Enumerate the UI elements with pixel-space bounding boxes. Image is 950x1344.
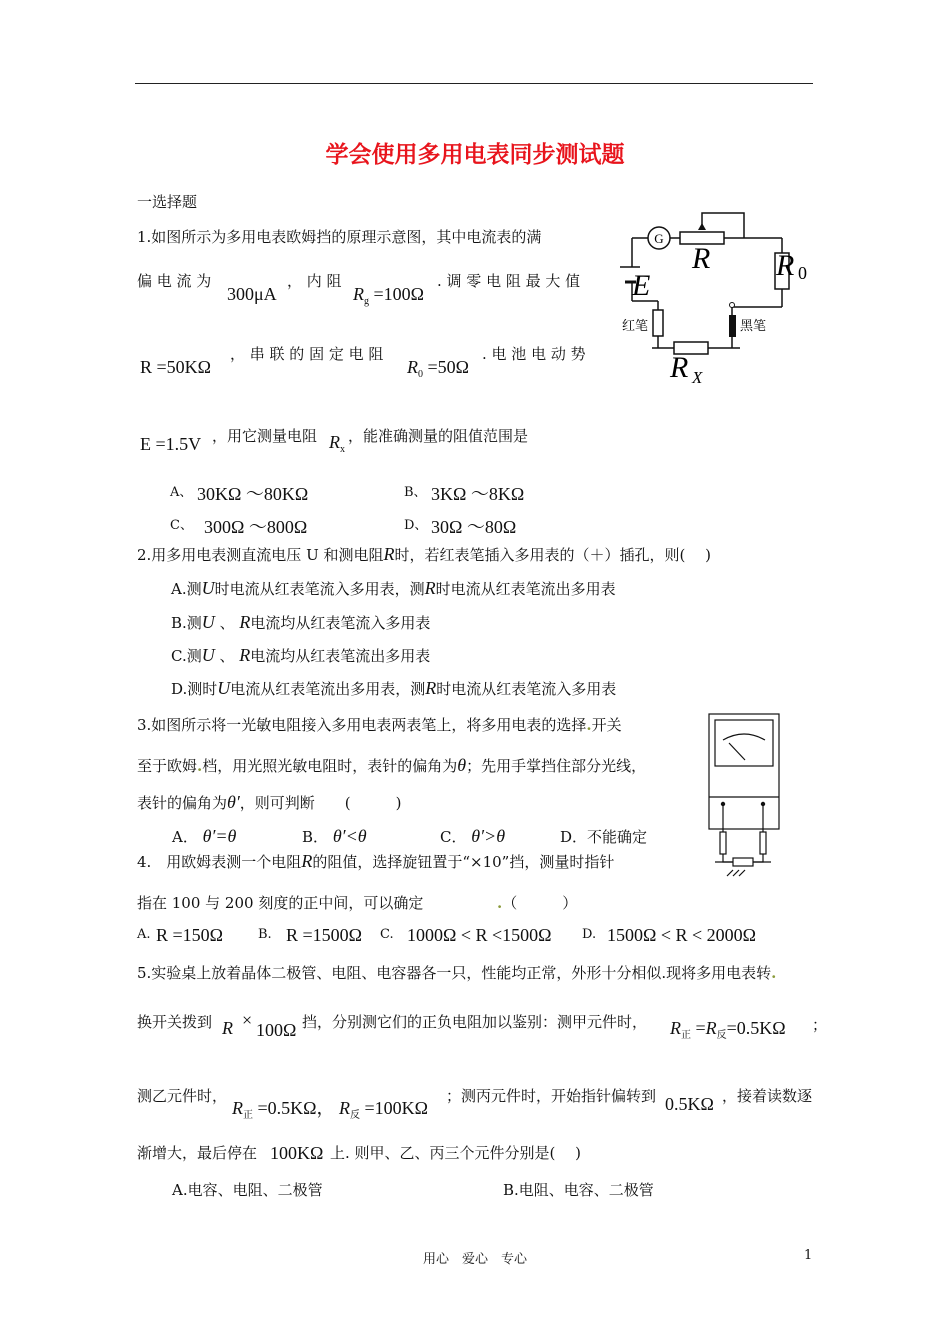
q1-line4: ，用它测量电阻 — [212, 427, 318, 445]
q1-option-c: 300Ω ～800Ω — [204, 517, 308, 537]
black-probe-label: 黑笔 — [740, 319, 767, 334]
q5-bing-start: 0.5KΩ — [665, 1094, 714, 1114]
q3-line1: 3.如图所示将一光敏电阻接入多用电表两表笔上，将多用电表的选择.开关 — [137, 716, 622, 734]
fixed-resistor-label: R — [776, 249, 795, 282]
q5-option-a: A.电容、电阻、二极管 — [172, 1181, 323, 1199]
q1-line4b: ，能准确测量的阻值范围是 — [348, 427, 529, 445]
q1-line1: 1.如图所示为多用电表欧姆挡的原理示意图，其中电流表的满 — [137, 228, 542, 246]
q1-e-value: E =1.5V — [140, 434, 202, 454]
q1-line2b: ， 内 阻 — [287, 272, 342, 290]
q5-range-value: 100Ω — [256, 1020, 297, 1040]
q2-stem: 2.用多用电表测直流电压 U 和测电阻R时，若红表笔插入多用表的（＋）插孔，则( ) — [137, 544, 711, 564]
ohmmeter-circuit-diagram — [612, 205, 817, 390]
q5-bing-end: 100KΩ — [270, 1143, 324, 1163]
q3-line2: 至于欧姆.档，用光照光敏电阻时，表针的偏角为θ；先用手掌挡住部分光线， — [137, 755, 647, 775]
q5-line3b: ；测丙元件时，开始指针偏转到 — [446, 1087, 657, 1105]
q2-option-c: C.测U 、 R电流均从红表笔流出多用表 — [171, 645, 431, 665]
q5-line2-end: ； — [812, 1016, 828, 1034]
q2-option-d: D.测时U电流从红表笔流出多用表，测R时电流从红表笔流入多用表 — [171, 678, 617, 698]
footer-motto: 用心 爱心 专心 — [422, 1252, 527, 1267]
q1-line2c: . 调 零 电 阻 最 大 值 — [437, 272, 581, 290]
rx-subscript: X — [692, 368, 703, 387]
q4-option-c-label: C. — [380, 927, 394, 942]
q3-line3: 表针的偏角为θ′，则可判断 ( ) — [137, 792, 402, 812]
q4-option-b: R =1500Ω — [286, 925, 363, 945]
q3-option-d: D．不能确定 — [560, 828, 648, 846]
q4-option-d: 1500Ω < R < 2000Ω — [607, 925, 757, 945]
q5-line4b: 上. 则甲、乙、丙三个元件分别是( ) — [330, 1144, 582, 1162]
q1-ig-value: 300μA — [227, 284, 277, 304]
q3-option-a: A． θ′=θ — [172, 826, 237, 846]
q5-line3a: 测乙元件时， — [137, 1087, 228, 1105]
q4-option-d-label: D. — [582, 927, 597, 942]
q5-range-r: R — [222, 1018, 233, 1038]
q1-option-b: 3KΩ ～8KΩ — [431, 484, 525, 504]
q1-option-d-label: D、 — [404, 518, 428, 533]
q2-option-a: A.测U时电流从红表笔流入多用表，测R时电流从红表笔流出多用表 — [171, 578, 616, 598]
q5-option-b: B.电阻、电容、二极管 — [503, 1181, 654, 1199]
q1-option-b-label: B、 — [404, 485, 427, 500]
q5-line3c: ，接着读数逐 — [722, 1087, 813, 1105]
q1-option-a: 30KΩ ～80KΩ — [197, 484, 309, 504]
q3-option-c: C． θ′>θ — [440, 826, 506, 846]
zero-adjust-resistor-label: R — [692, 242, 711, 275]
q5-line2a: 换开关拨到 — [137, 1013, 213, 1031]
section-heading: 一选择题 — [137, 193, 198, 211]
red-probe-label: 红笔 — [622, 319, 649, 334]
q1-option-c-label: C、 — [170, 518, 193, 533]
q4-line1: 4. 用欧姆表测一个电阻R的阻值，选择旋钮置于“×10”挡，测量时指针 — [137, 851, 615, 871]
rx-label: R — [670, 351, 689, 384]
page-title: 学会使用多用电表同步测试题 — [325, 141, 625, 168]
q4-option-a: R =150Ω — [156, 925, 224, 945]
q1-rx-symbol: $R_x$ — [329, 432, 345, 455]
q1-option-d: 30Ω ～80Ω — [431, 517, 517, 537]
battery-label: E — [632, 269, 651, 302]
multimeter-diagram — [705, 712, 790, 877]
q5-range-times: × — [242, 1010, 253, 1030]
q1-r0-value: $R_0 =50\Omega$ — [407, 357, 470, 380]
header-rule — [135, 83, 813, 84]
q1-r-value: R =50KΩ — [140, 357, 212, 377]
q5-line4a: 渐增大，最后停在 — [137, 1144, 258, 1162]
q1-option-a-label: A、 — [170, 485, 193, 500]
q3-option-b: B． θ′<θ — [302, 826, 367, 846]
q5-jia-values: $R_正 =R_反=0.5K\Omega$ — [670, 1018, 786, 1041]
q5-yi-values: $R_正 =0.5K\Omega$， $R_反 =100K\Omega$ — [232, 1098, 429, 1121]
q5-line2b: 挡，分别测它们的正负电阻加以鉴别：测甲元件时， — [302, 1013, 648, 1031]
q4-line2: 指在 100 与 200 刻度的正中间，可以确定 — [137, 894, 424, 912]
q2-option-b: B.测U 、 R电流均从红表笔流入多用表 — [171, 612, 431, 632]
page-number: 1 — [804, 1248, 813, 1263]
q1-line3a: ， 串 联 的 固 定 电 阻 — [230, 345, 384, 363]
q5-line1: 5.实验桌上放着晶体二极管、电阻、电容器各一只，性能均正常，外形十分相似.现将多用电表转. — [137, 964, 777, 982]
q1-line2a: 偏 电 流 为 — [137, 272, 212, 290]
q1-rg-value: $R_g =100\Omega$ — [353, 284, 425, 307]
fixed-resistor-subscript: 0 — [798, 263, 807, 283]
q1-line3b: . 电 池 电 动 势 — [482, 345, 586, 363]
q4-option-c: 1000Ω < R <1500Ω — [407, 925, 552, 945]
q4-answer-paren: .（ ） — [497, 894, 578, 912]
q4-option-a-label: A. — [137, 927, 151, 942]
q4-option-b-label: B. — [258, 927, 272, 942]
galvanometer-label: G — [654, 231, 664, 246]
